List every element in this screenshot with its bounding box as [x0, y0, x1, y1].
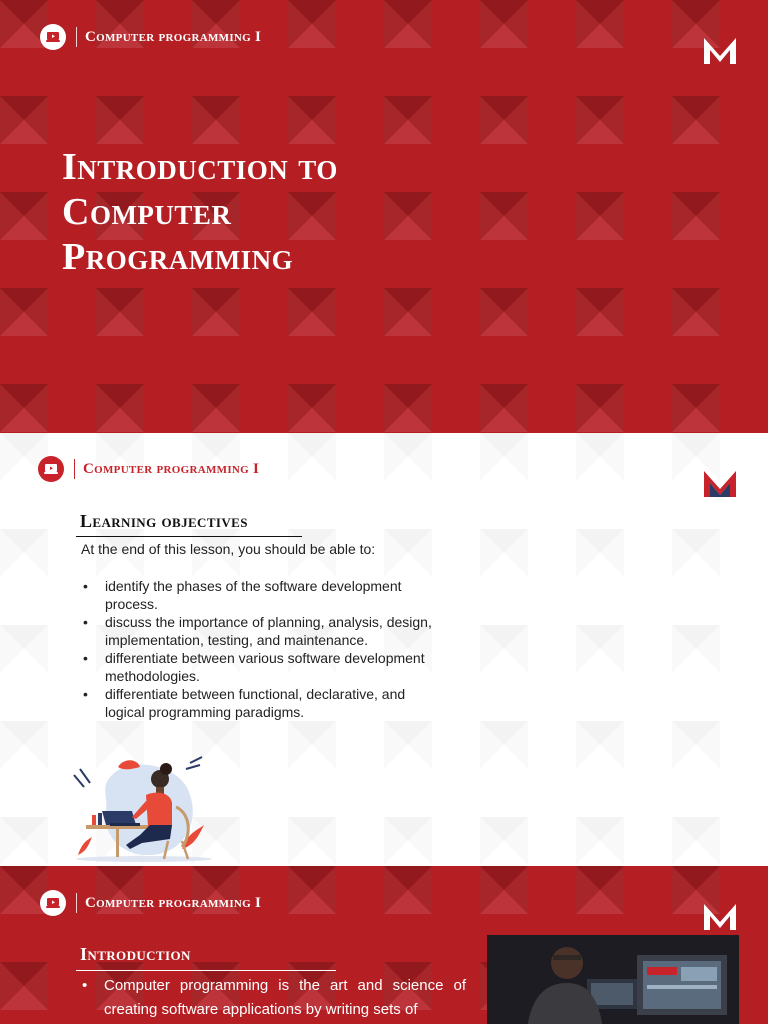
- brand-m-logo-icon: [702, 34, 738, 66]
- main-title: [62, 145, 338, 280]
- title-line: Introduction to: [62, 146, 338, 188]
- brand-m-logo-icon: [702, 900, 738, 932]
- slide-header: [40, 24, 261, 50]
- introduction-slide: [0, 866, 768, 1024]
- objectives-slide: [0, 433, 768, 866]
- objectives-list: [81, 577, 441, 721]
- list-item: • Computer programming is the art and science of creating software applications by writing sets of: [80, 974, 466, 1022]
- header-divider: [76, 27, 77, 47]
- section-heading: Introduction: [80, 944, 191, 964]
- header-divider: [76, 893, 77, 913]
- brand-m-logo-icon: [702, 467, 738, 499]
- slide-header: [38, 456, 259, 482]
- list-item: • identify the phases of the software development process.: [81, 577, 441, 613]
- title-line: Programming: [62, 236, 294, 278]
- programmer-photo: [487, 935, 739, 1024]
- title-slide: [0, 0, 768, 433]
- list-item: • differentiate between functional, declarative, and logical programming paradigms.: [81, 685, 441, 721]
- introduction-list: [80, 974, 466, 1022]
- objectives-intro: At the end of this lesson, you should be able to:: [81, 541, 376, 557]
- course-title: Computer programming I: [85, 28, 262, 45]
- slide-header: [40, 890, 261, 916]
- section-heading: Learning objectives: [80, 511, 248, 531]
- heading-underline: [76, 536, 302, 537]
- woman-at-laptop-illustration: [72, 755, 217, 863]
- heading-underline: [76, 970, 336, 971]
- list-item: • differentiate between various software development methodologies.: [81, 649, 441, 685]
- laptop-logo-icon: [40, 24, 66, 50]
- header-divider: [74, 459, 75, 479]
- laptop-logo-icon: [38, 456, 64, 482]
- list-item: • discuss the importance of planning, analysis, design, implementation, testing, and maintenance.: [81, 613, 441, 649]
- laptop-logo-icon: [40, 890, 66, 916]
- course-title: Computer programming I: [83, 460, 260, 477]
- course-title: Computer programming I: [85, 894, 262, 911]
- title-line: Computer: [62, 191, 232, 233]
